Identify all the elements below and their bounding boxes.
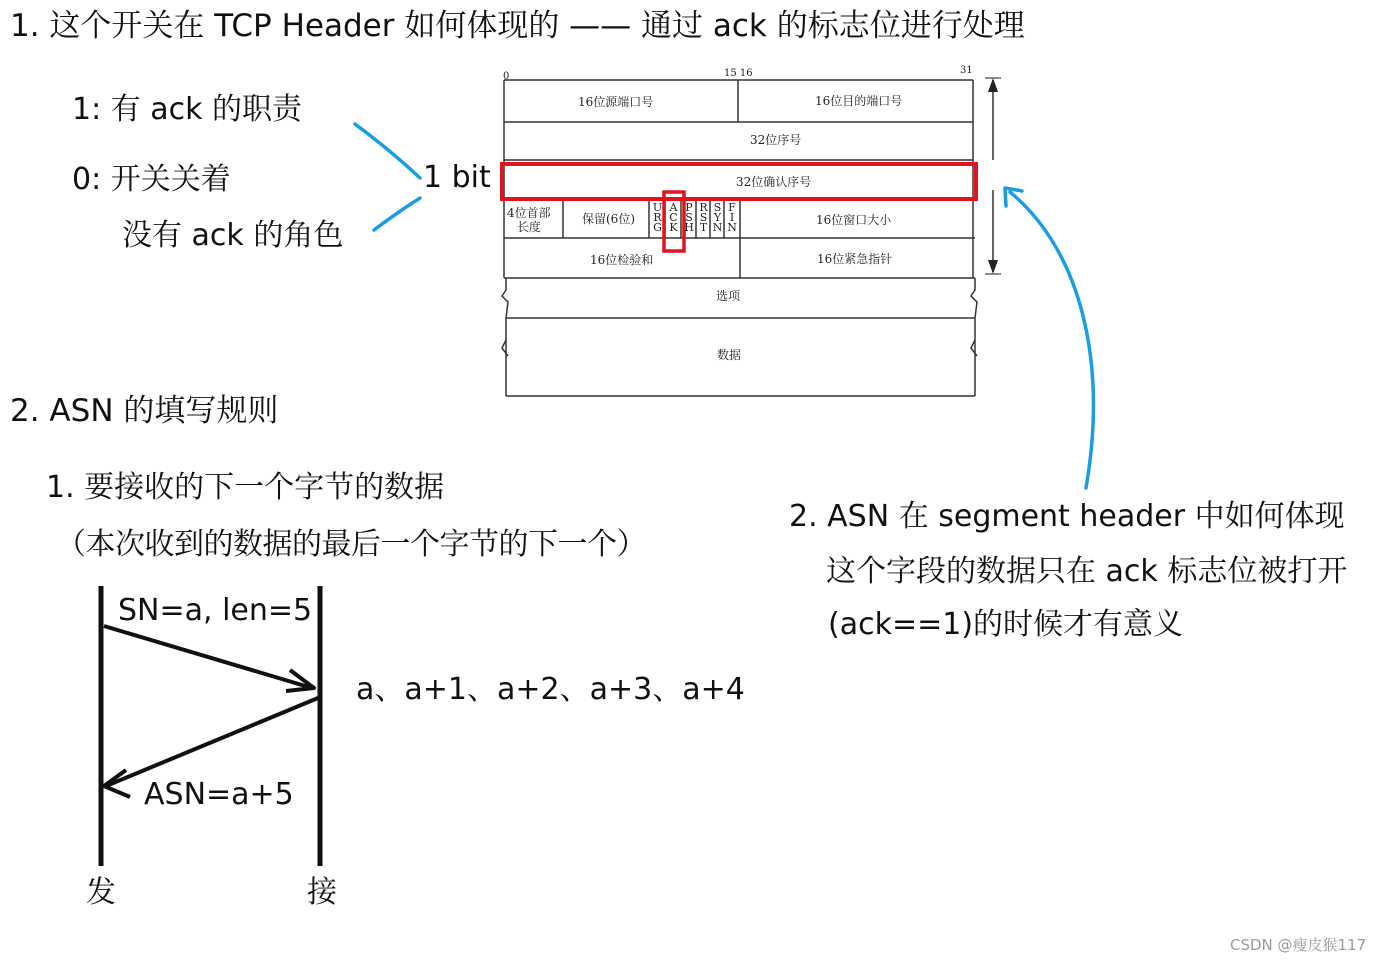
ack-zero-text: 0: 开关关着	[72, 162, 231, 197]
reserved-field: 保留(6位)	[582, 212, 635, 226]
flag-urg: U R G	[652, 201, 663, 234]
heading-2: 2. ASN 的填写规则	[10, 393, 279, 429]
bit-0-label: 0	[503, 71, 510, 82]
ack-one-text: 1: 有 ack 的职责	[72, 92, 303, 127]
flag-psh: P S H	[684, 201, 694, 234]
window-field: 16位窗口大小	[816, 213, 892, 227]
flag-ack: A C K	[669, 201, 678, 234]
dst-port-field: 16位目的端口号	[815, 94, 903, 108]
received-bytes-label: a、a+1、a+2、a+3、a+4	[356, 672, 745, 707]
flag-rst: R S T	[699, 201, 708, 234]
one-bit-line-lower	[374, 198, 420, 230]
watermark: CSDN @瘦皮猴117	[1230, 936, 1367, 954]
send-arrow	[104, 626, 312, 688]
ack-arrow	[106, 698, 318, 786]
one-bit-label: 1 bit	[423, 160, 491, 195]
bit-31-label: 31	[960, 65, 973, 76]
options-field: 选项	[716, 289, 741, 303]
bit-15-16-label: 15 16	[724, 68, 753, 79]
header-length-field: 4位首部 长度	[507, 206, 551, 234]
ack-zero-text-line2: 没有 ack 的角色	[122, 218, 344, 253]
urgent-pointer-field: 16位紧急指针	[817, 252, 893, 266]
send-segment-label: SN=a, len=5	[118, 593, 313, 628]
checksum-field: 16位检验和	[590, 253, 654, 267]
src-port-field: 16位源端口号	[578, 95, 654, 109]
heading-1: 1. 这个开关在 TCP Header 如何体现的 —— 通过 ack 的标志位进行处理	[10, 8, 1025, 44]
data-field: 数据	[717, 348, 742, 362]
asn-pointer-arrow	[1010, 192, 1093, 488]
asn-line-2: 这个字段的数据只在 ack 标志位被打开	[826, 554, 1348, 589]
flag-fin: F I N	[727, 201, 737, 234]
asn-line-3: (ack==1)的时候才有意义	[828, 607, 1184, 642]
ack-seq-field: 32位确认序号	[736, 175, 812, 189]
receiver-label: 接	[307, 875, 337, 910]
sender-label: 发	[86, 875, 116, 910]
rule-1-note: （本次收到的数据的最后一个字节的下一个）	[56, 527, 646, 562]
rule-1: 1. 要接收的下一个字节的数据	[46, 470, 445, 505]
flag-syn: S Y N	[712, 201, 723, 234]
asn-label: ASN=a+5	[144, 777, 294, 812]
asn-heading: 2. ASN 在 segment header 中如何体现	[789, 499, 1345, 534]
one-bit-line-upper	[355, 124, 420, 178]
seq-field: 32位序号	[750, 133, 802, 147]
